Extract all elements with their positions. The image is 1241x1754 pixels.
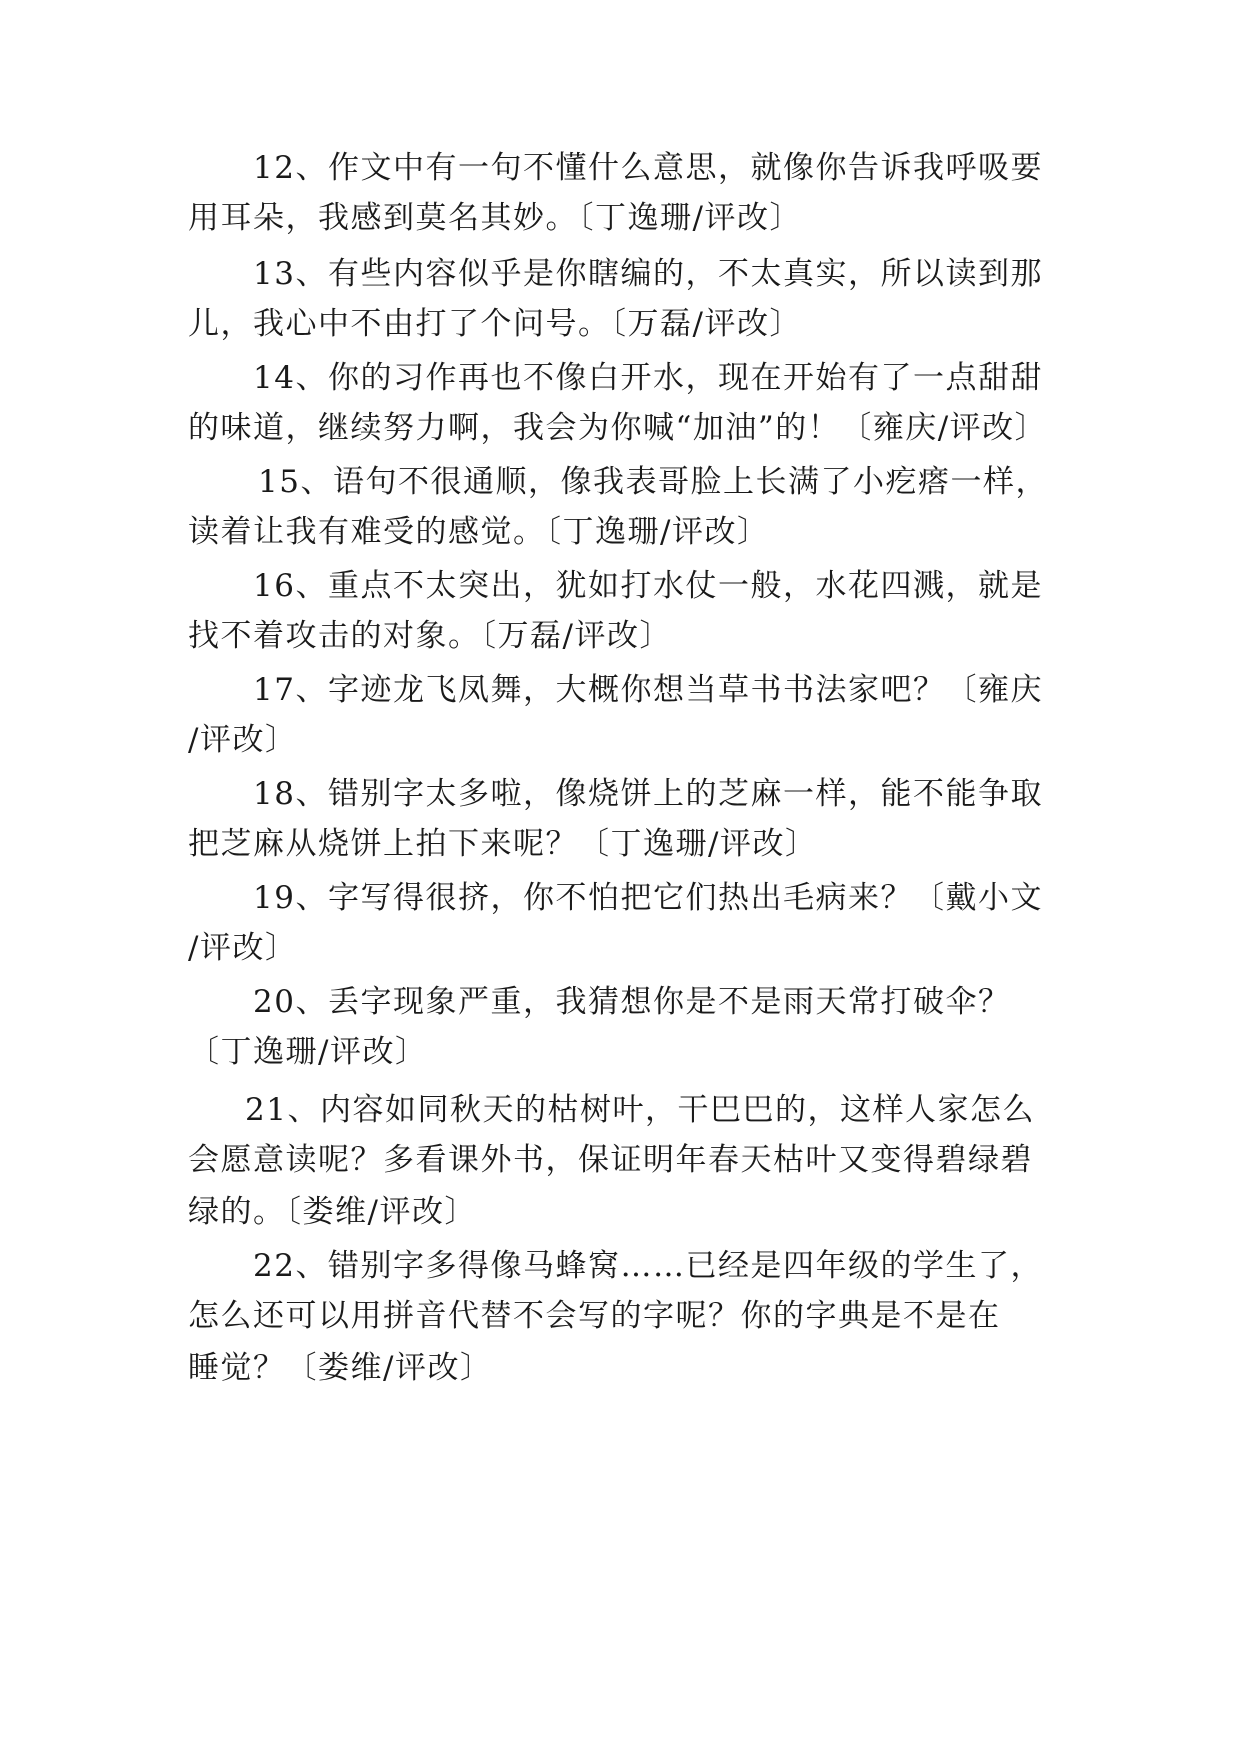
paragraph-14-line-1: 14、你的习作再也不像白开水，现在开始有了一点甜甜 bbox=[253, 360, 1043, 396]
paragraph-14-line-2: 的味道，继续努力啊，我会为你喊“加油”的！〔雍庆/评改〕 bbox=[188, 410, 1048, 446]
paragraph-15-line-2: 读着让我有难受的感觉。〔丁逸珊/评改〕 bbox=[188, 514, 770, 550]
paragraph-22-line-2: 怎么还可以用拼音代替不会写的字呢？你的字典是不是在 bbox=[188, 1298, 1001, 1334]
paragraph-12-line-1: 12、作文中有一句不懂什么意思，就像你告诉我呼吸要 bbox=[253, 150, 1043, 186]
paragraph-22-line-3: 睡觉？〔娄维/评改〕 bbox=[188, 1350, 493, 1386]
paragraph-13-line-1: 13、有些内容似乎是你瞎编的，不太真实，所以读到那 bbox=[253, 256, 1043, 292]
paragraph-19-line-2: /评改〕 bbox=[188, 930, 298, 966]
paragraph-13-line-2: 儿，我心中不由打了个问号。〔万磊/评改〕 bbox=[188, 306, 802, 342]
paragraph-20-line-1: 20、丢字现象严重，我猜想你是不是雨天常打破伞？ bbox=[253, 984, 1011, 1020]
paragraph-16-line-1: 16、重点不太突出，犹如打水仗一般，水花四溅，就是 bbox=[253, 568, 1043, 604]
paragraph-17-line-1: 17、字迹龙飞凤舞，大概你想当草书书法家吧？〔雍庆 bbox=[253, 672, 1043, 708]
paragraph-19-line-1: 19、字写得很挤，你不怕把它们热出毛病来？〔戴小文 bbox=[253, 880, 1043, 916]
paragraph-22-line-1: 22、错别字多得像马蜂窝……已经是四年级的学生了， bbox=[253, 1248, 1043, 1284]
paragraph-15-line-1: 15、语句不很通顺，像我表哥脸上长满了小疙瘩一样， bbox=[258, 464, 1048, 500]
paragraph-21-line-1: 21、内容如同秋天的枯树叶，干巴巴的，这样人家怎么 bbox=[245, 1092, 1035, 1128]
paragraph-18-line-2: 把芝麻从烧饼上拍下来呢？〔丁逸珊/评改〕 bbox=[188, 826, 818, 862]
paragraph-21-line-3: 绿的。〔娄维/评改〕 bbox=[188, 1194, 477, 1230]
paragraph-20-line-2: 〔丁逸珊/评改〕 bbox=[188, 1034, 428, 1070]
paragraph-12-line-2: 用耳朵，我感到莫名其妙。〔丁逸珊/评改〕 bbox=[188, 200, 802, 236]
paragraph-17-line-2: /评改〕 bbox=[188, 722, 298, 758]
paragraph-16-line-2: 找不着攻击的对象。〔万磊/评改〕 bbox=[188, 618, 672, 654]
paragraph-18-line-1: 18、错别字太多啦，像烧饼上的芝麻一样，能不能争取 bbox=[253, 776, 1043, 812]
paragraph-21-line-2: 会愿意读呢？多看课外书，保证明年春天枯叶又变得碧绿碧 bbox=[188, 1142, 1033, 1178]
